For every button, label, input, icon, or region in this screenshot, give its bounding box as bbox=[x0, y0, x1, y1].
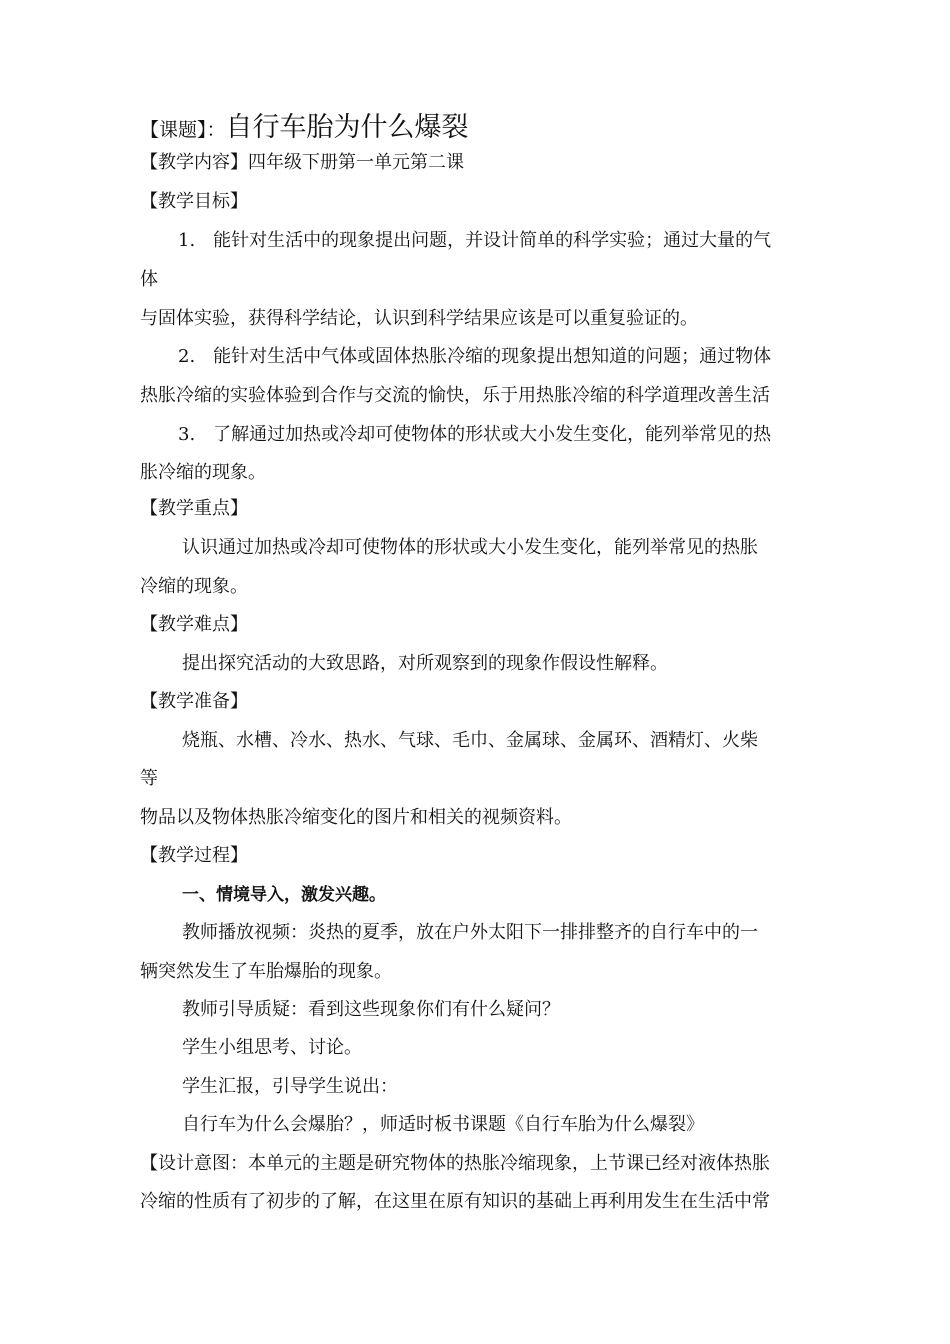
design-intent-line-1: 【设计意图：本单元的主题是研究物体的热胀冷缩现象，上节课已经对液体热胀 bbox=[140, 1153, 770, 1174]
difficulties-line: 提出探究活动的大致思路，对所观察到的现象作假设性解释。 bbox=[182, 653, 668, 674]
goal-2-line-2: 热胀冷缩的实验体验到合作与交流的愉快，乐于用热胀冷缩的科学道理改善生活 bbox=[140, 385, 770, 406]
video-line-2: 辆突然发生了车胎爆胎的现象。 bbox=[140, 961, 392, 982]
goal-3-line-1: 3. 了解通过加热或冷却可使物体的形状或大小发生变化，能列举常见的热 bbox=[178, 424, 772, 445]
preparation-line-3: 物品以及物体热胀冷缩变化的图片和相关的视频资料。 bbox=[140, 807, 572, 828]
goal-2-line-1: 2. 能针对生活中气体或固体热胀冷缩的现象提出想知道的问题；通过物体 bbox=[178, 346, 772, 367]
video-line-1: 教师播放视频：炎热的夏季，放在户外太阳下一排排整齐的自行车中的一 bbox=[182, 922, 758, 943]
section-1-heading: 一、情境导入，激发兴趣。 bbox=[182, 885, 386, 905]
process-heading: 【教学过程】 bbox=[140, 845, 248, 866]
design-intent-line-2: 冷缩的性质有了初步的了解，在这里在原有知识的基础上再利用发生在生活中常 bbox=[140, 1191, 770, 1212]
preparation-heading: 【教学准备】 bbox=[140, 691, 248, 712]
key-points-heading: 【教学重点】 bbox=[140, 498, 248, 519]
key-points-line-1: 认识通过加热或冷却可使物体的形状或大小发生变化，能列举常见的热胀 bbox=[182, 537, 758, 558]
goal-3-line-2: 胀冷缩的现象。 bbox=[140, 462, 266, 483]
group-discussion-line: 学生小组思考、讨论。 bbox=[182, 1037, 362, 1058]
teaching-content-line: 【教学内容】四年级下册第一单元第二课 bbox=[140, 152, 464, 173]
goal-1-line-2: 体 bbox=[140, 269, 158, 290]
key-points-line-2: 冷缩的现象。 bbox=[140, 576, 248, 597]
title-label: 【课题】： bbox=[140, 119, 226, 141]
difficulties-heading: 【教学难点】 bbox=[140, 614, 248, 635]
goal-1-line-3: 与固体实验，获得科学结论，认识到科学结果应该是可以重复验证的。 bbox=[140, 308, 698, 329]
teaching-goals-heading: 【教学目标】 bbox=[140, 191, 248, 212]
preparation-line-1: 烧瓶、水槽、冷水、热水、气球、毛巾、金属球、金属环、酒精灯、火柴 bbox=[182, 730, 758, 751]
preparation-line-2: 等 bbox=[140, 768, 158, 789]
teacher-question-line: 教师引导质疑：看到这些现象你们有什么疑问？ bbox=[182, 999, 560, 1020]
lesson-title-row bbox=[140, 108, 469, 150]
board-title-line: 自行车为什么会爆胎？，师适时板书课题《自行车胎为什么爆裂》 bbox=[182, 1114, 704, 1135]
goal-1-line-1: 1. 能针对生活中的现象提出问题，并设计简单的科学实验；通过大量的气 bbox=[178, 230, 772, 251]
student-report-line: 学生汇报，引导学生说出： bbox=[182, 1076, 398, 1097]
lesson-title: 自行车胎为什么爆裂 bbox=[225, 112, 469, 143]
